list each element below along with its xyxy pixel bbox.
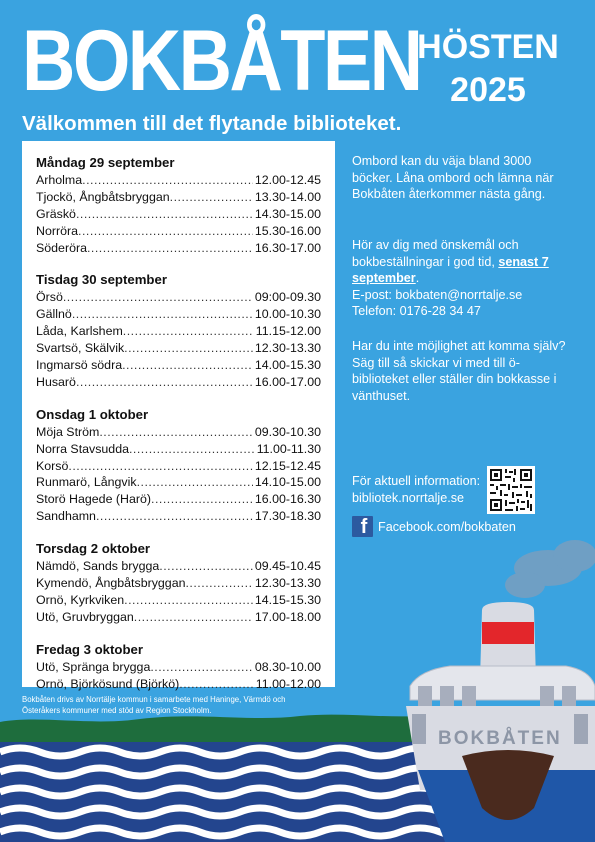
stop-time: 12.30-13.30 [254,341,321,356]
dot-leader [129,442,255,456]
dot-leader [150,660,253,674]
dot-leader [151,492,253,506]
facebook-link[interactable]: Facebook.com/bokbaten [378,520,516,534]
schedule-day [36,407,321,526]
dot-leader [134,610,253,624]
schedule-day [36,155,321,257]
dot-leader [68,459,252,473]
schedule-day [36,272,321,391]
stop-row [36,593,321,610]
footnote: Bokbåten drivs av Norrtälje kommun i samarbete med Haninge, Värmdö och Österåkers kommuner med stöd av Region Stockholm. [22,695,286,715]
dot-leader [159,559,253,573]
dot-leader [82,173,253,187]
current-info-label: För aktuell information: [352,474,481,488]
ship [406,602,595,842]
stop-place: Ingmarsö södra [36,358,123,373]
season-label [408,26,568,111]
info-paragraph-orders [352,237,567,320]
stop-place: Korsö [36,458,69,473]
stop-time: 14.15-15.30 [254,592,321,607]
stop-row [36,677,321,694]
dot-leader [96,509,253,523]
stop-time: 16.00-17.00 [254,374,321,389]
stop-place: Utö, Gruvbryggan [36,609,134,624]
stop-row [36,442,321,459]
season-word: HÖSTEN [417,28,559,66]
dot-leader [63,290,253,304]
stop-place: Gräskö [36,206,76,221]
stop-row [36,290,321,307]
stop-row [36,324,321,341]
stop-row [36,358,321,375]
day-title: Måndag 29 september [36,155,175,170]
tagline: Välkommen till det flytande biblioteket. [22,112,402,135]
stop-time: 14.10-15.00 [254,475,321,490]
deadline-suffix: . [415,271,420,285]
dot-leader [170,190,253,204]
schedule-day [36,642,321,694]
dot-leader [78,224,253,238]
current-info [352,473,492,506]
orders-intro: Hör av dig med önskemål och bokbeställningar i god tid, [352,238,519,269]
stop-row [36,559,321,576]
stop-time: 16.00-16.30 [254,492,321,507]
funnel-stripe [482,622,534,644]
stop-place: Utö, Spränga brygga [36,659,151,674]
stop-row [36,475,321,492]
poster-title: BOKBÅTEN [22,13,421,109]
stop-row [36,459,321,476]
stop-time: 17.00-18.00 [254,609,321,624]
stop-time: 08.30-10.00 [254,659,321,674]
stop-time: 09.45-10.45 [254,559,321,574]
stop-row [36,190,321,207]
stop-place: Sandhamn [36,509,96,524]
stop-place: Tjockö, Ångbåtsbryggan [36,189,170,204]
dot-leader [122,358,253,372]
schedule-day [36,541,321,627]
stop-time: 09:00-09.30 [254,290,321,305]
stop-place: Gällnö [36,307,72,322]
stop-place: Örsö [36,290,63,305]
schedule-panel [22,141,335,691]
dot-leader [87,241,253,255]
stop-time: 14.00-15.30 [254,358,321,373]
email-line[interactable]: E-post: bokbaten@norrtalje.se [352,287,523,302]
day-title: Tisdag 30 september [36,272,167,288]
stop-row [36,492,321,509]
dot-leader [76,207,253,221]
stop-place: Svartsö, Skälvik [36,341,125,356]
day-title: Onsdag 1 oktober [36,406,149,422]
info-paragraph-delivery: Har du inte möjlighet att komma själv? Säg till så skickar vi med till ö-biblioteket eller ställer din bokkasse i vänthuset. [352,339,566,403]
stop-row [36,307,321,324]
stop-place: Söderöra [36,240,87,255]
stop-place: Runmarö, Långvik [36,475,137,490]
stop-row [36,610,321,627]
stop-time: 13.30-14.00 [254,189,321,204]
stop-place: Ornö, Björkösund (Björkö) [36,676,180,691]
stop-time: 09.30-10.30 [254,424,321,439]
dot-leader [99,425,253,439]
stop-time: 15.30-16.00 [254,223,321,238]
dot-leader [76,375,253,389]
stop-place: Kymendö, Ångbåtsbryggan [36,576,186,591]
stop-place: Möja Ström [36,424,100,439]
website-link[interactable]: bibliotek.norrtalje.se [352,490,465,505]
stop-place: Låda, Karlshem [36,324,123,339]
dot-leader [137,475,253,489]
stop-place: Norröra [36,223,78,238]
stop-time: 11.00-11.30 [256,441,321,456]
phone-line[interactable]: Telefon: 0176-28 34 47 [352,304,481,318]
info-paragraph-books: Ombord kan du väja bland 3000 böcker. Låna ombord och lämna när Bokbåten återkommer nästa gång. [352,154,554,201]
stop-row [36,425,321,442]
stop-row [36,173,321,190]
order-deadline: senast 7 september [352,254,549,285]
stop-row [36,241,321,258]
qr-code-icon[interactable] [487,466,535,514]
stop-row [36,341,321,358]
stop-place: Arholma [36,173,83,187]
day-title: Fredag 3 oktober [36,641,143,657]
stop-row [36,375,321,392]
stop-row [36,207,321,224]
season-year: 2025 [450,70,526,109]
dot-leader [123,324,254,338]
stop-place: Husarö [36,374,76,389]
stop-place: Norra Stavsudda [36,441,129,456]
stop-time: 12.30-13.30 [254,576,321,591]
stop-place: Storö Hagede (Harö) [36,492,152,507]
stop-time: 11.00-12.00 [255,676,321,691]
stop-row [36,660,321,677]
stop-time: 11.15-12.00 [255,324,321,339]
stop-place: Ornö, Kyrkviken [36,592,125,607]
dot-leader [72,307,253,321]
stop-time: 12.00-12.45 [254,173,321,187]
stop-row [36,224,321,241]
day-title: Torsdag 2 oktober [36,541,151,557]
smoke-cloud [505,540,595,598]
dot-leader [124,593,253,607]
ship-name-label: BOKBÅTEN [438,728,562,749]
stop-time: 10.00-10.30 [254,307,321,322]
stop-time: 12.15-12.45 [254,458,321,473]
stop-row [36,576,321,593]
dot-leader [124,341,253,355]
stop-row [36,509,321,526]
dot-leader [179,677,254,691]
stop-place: Nämdö, Sands brygga [36,559,160,574]
dot-leader [185,576,252,590]
facebook-icon[interactable]: f [352,516,373,537]
stop-time: 14.30-15.00 [254,206,321,221]
stop-time: 16.30-17.00 [254,240,321,255]
stop-time: 17.30-18.30 [254,509,321,524]
